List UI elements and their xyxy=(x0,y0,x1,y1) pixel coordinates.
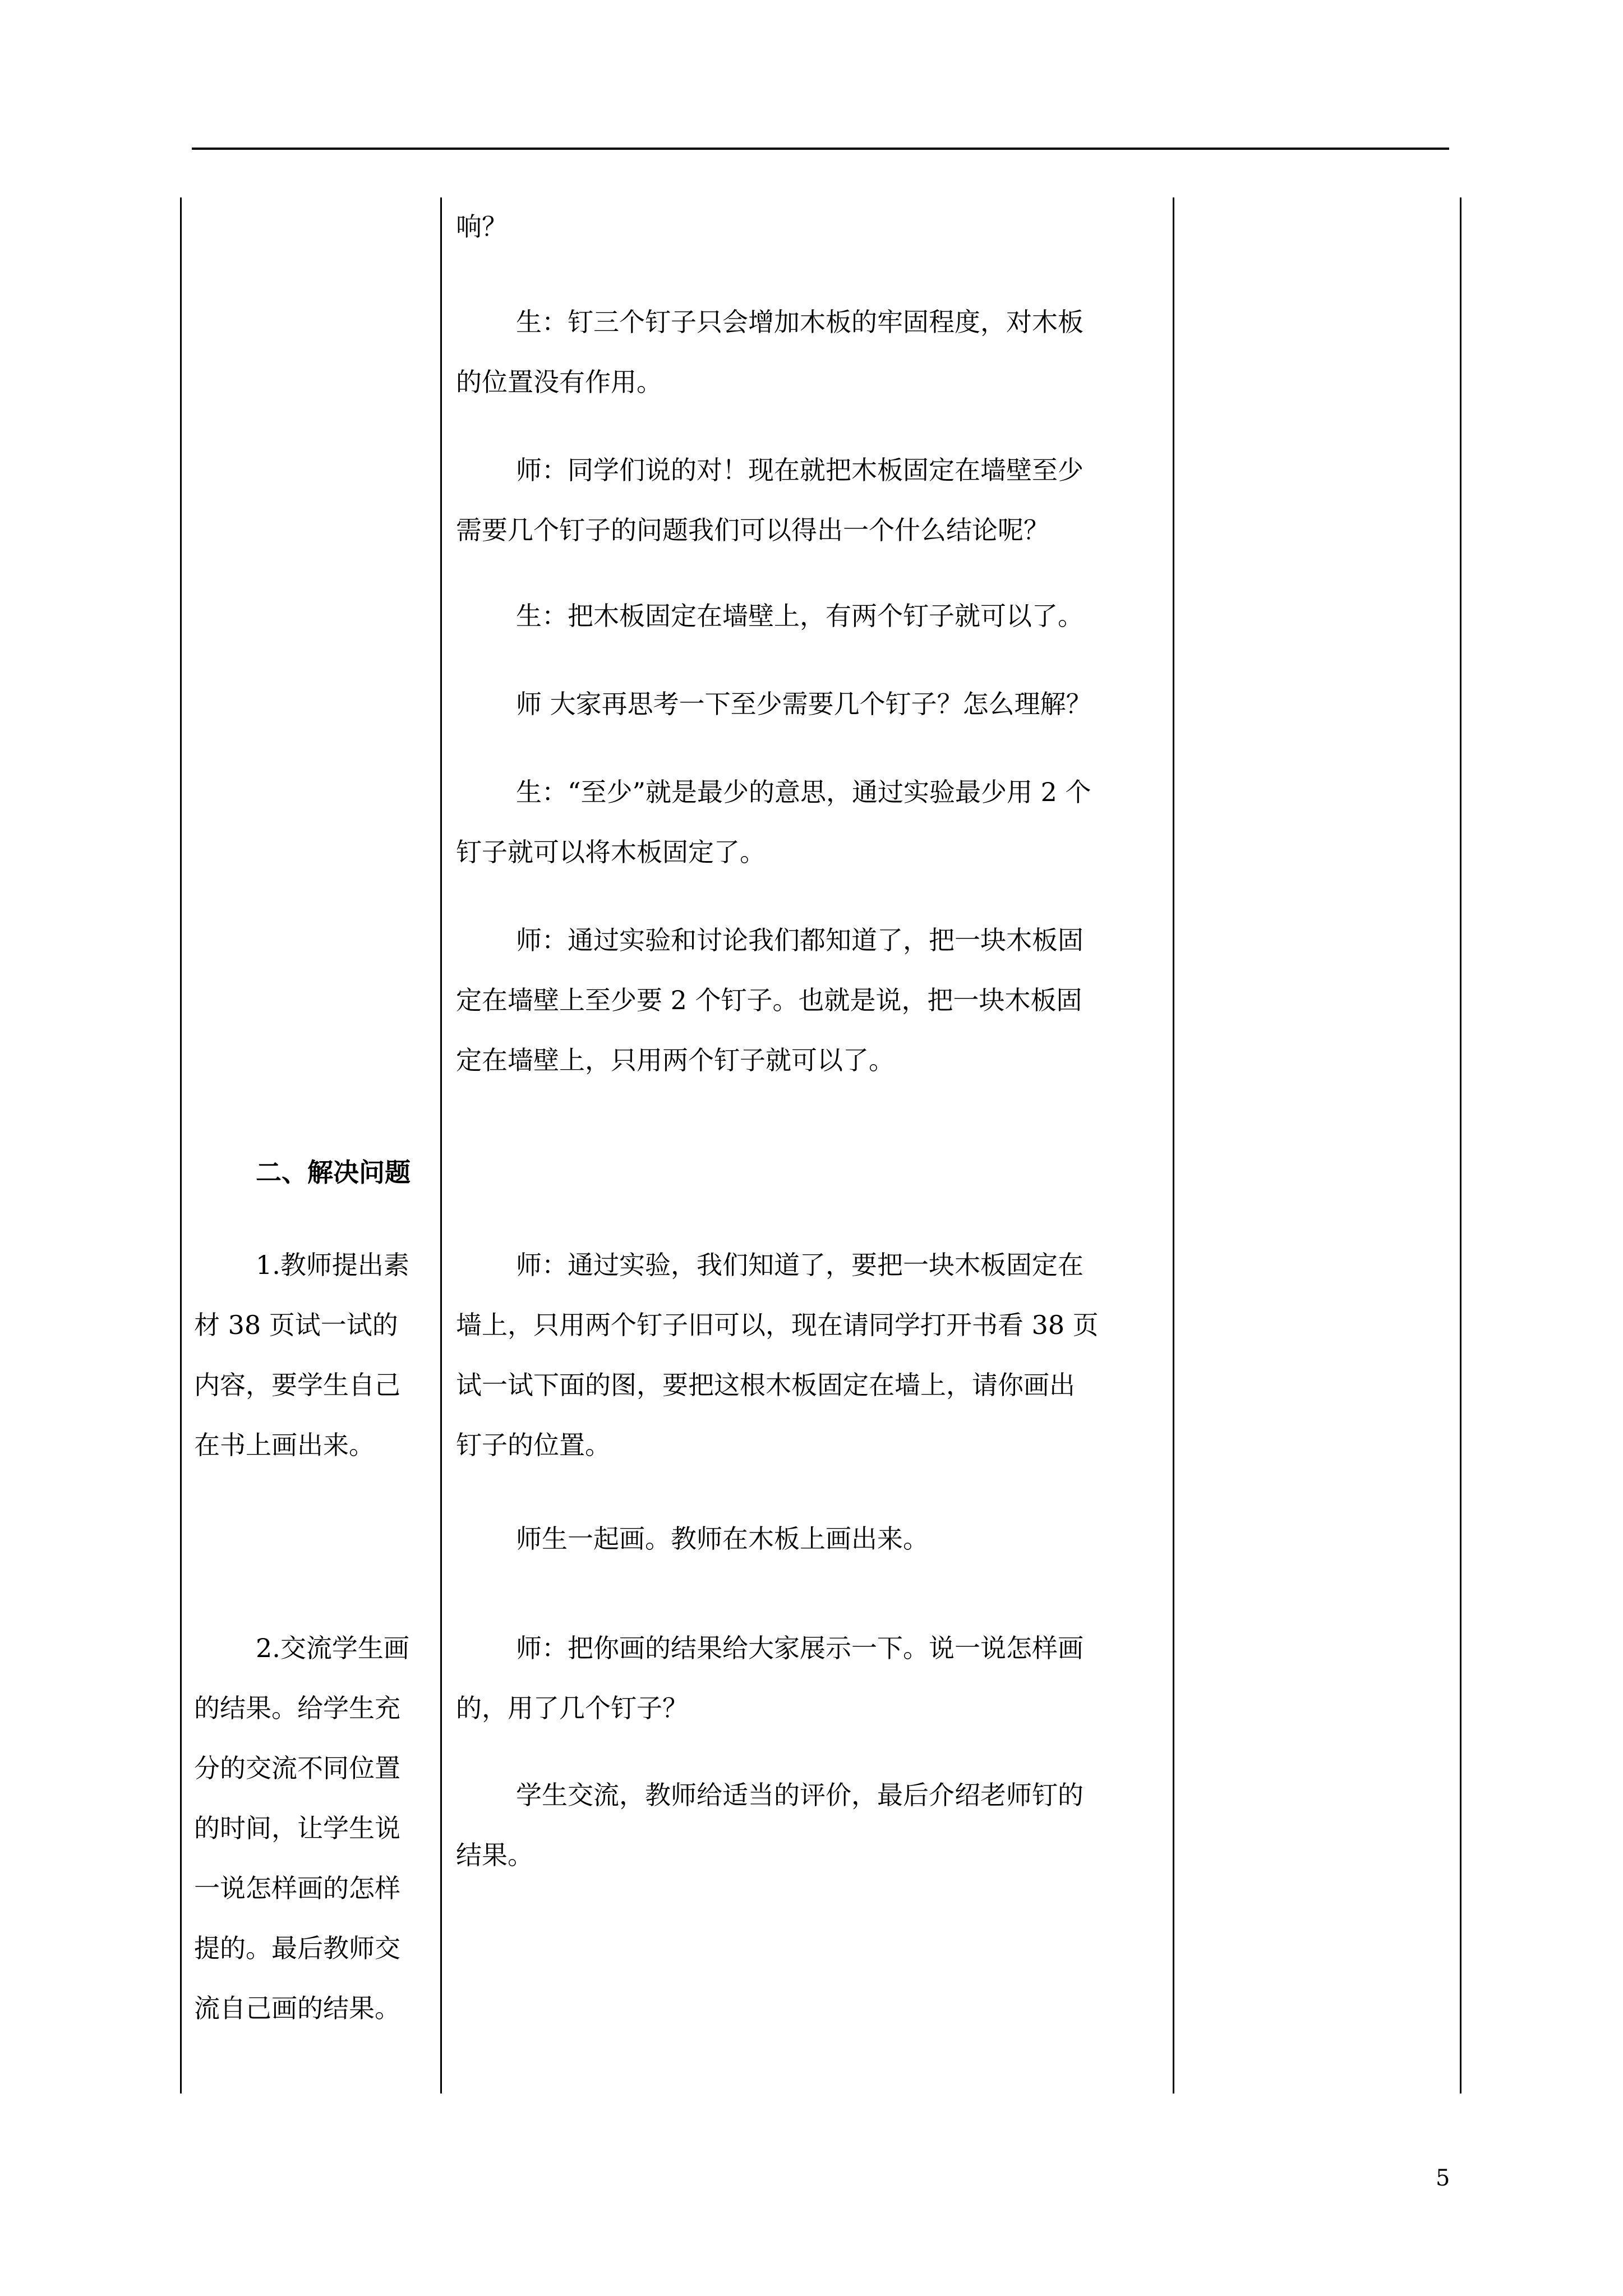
item1-line1: 1.教师提出素 xyxy=(256,1250,409,1280)
table-border-left xyxy=(180,197,182,2093)
table-border-col1 xyxy=(440,197,442,2093)
mid-line-3: 师：同学们说的对！现在就把木板固定在墙壁至少 xyxy=(516,455,1083,485)
item2-line5: 一说怎样画的怎样 xyxy=(194,1873,400,1903)
table-border-right xyxy=(1460,197,1461,2093)
mid-line-11: 定在墙壁上，只用两个钉子就可以了。 xyxy=(456,1045,895,1075)
item2-line6: 提的。最后教师交 xyxy=(194,1933,400,1963)
item2-line1: 2.交流学生画 xyxy=(256,1633,409,1663)
item1-line3: 内容，要学生自己 xyxy=(194,1370,400,1400)
mid-line-9: 师：通过实验和讨论我们都知道了，把一块木板固 xyxy=(516,925,1083,955)
mid-line-20: 结果。 xyxy=(456,1840,533,1870)
item1-line2: 材 38 页试一试的 xyxy=(194,1310,398,1340)
mid-line-19: 学生交流，教师给适当的评价，最后介绍老师钉的 xyxy=(516,1780,1083,1810)
mid-line-2: 的位置没有作用。 xyxy=(456,367,662,397)
item1-line4: 在书上画出来。 xyxy=(194,1430,375,1460)
mid-line-16: 师生一起画。教师在木板上画出来。 xyxy=(516,1524,929,1554)
table-border-col2 xyxy=(1173,197,1174,2093)
mid-line-15: 钉子的位置。 xyxy=(456,1430,611,1460)
item2-line7: 流自己画的结果。 xyxy=(194,1993,400,2023)
mid-line-17: 师：把你画的结果给大家展示一下。说一说怎样画 xyxy=(516,1633,1083,1663)
mid-line-0: 响？ xyxy=(456,211,508,242)
mid-line-18: 的，用了几个钉子？ xyxy=(456,1693,688,1723)
mid-line-7: 生：“至少”就是最少的意思，通过实验最少用 2 个 xyxy=(516,777,1091,807)
mid-line-5: 生：把木板固定在墙壁上，有两个钉子就可以了。 xyxy=(516,601,1083,631)
section-title: 二、解决问题 xyxy=(256,1157,411,1188)
page-number: 5 xyxy=(1436,2165,1450,2191)
mid-line-14: 试一试下面的图，要把这根木板固定在墙上，请你画出 xyxy=(456,1370,1075,1400)
mid-line-13: 墙上，只用两个钉子旧可以，现在请同学打开书看 38 页 xyxy=(456,1310,1099,1340)
mid-line-10: 定在墙壁上至少要 2 个钉子。也就是说，把一块木板固 xyxy=(456,985,1082,1015)
item2-line2: 的结果。给学生充 xyxy=(194,1693,400,1723)
item2-line3: 分的交流不同位置 xyxy=(194,1753,400,1783)
item2-line4: 的时间，让学生说 xyxy=(194,1813,400,1843)
mid-line-6: 师 大家再思考一下至少需要几个钉子？怎么理解？ xyxy=(516,689,1092,719)
mid-line-8: 钉子就可以将木板固定了。 xyxy=(456,837,766,867)
mid-line-12: 师：通过实验，我们知道了，要把一块木板固定在 xyxy=(516,1250,1083,1280)
header-rule xyxy=(192,148,1449,150)
mid-line-4: 需要几个钉子的问题我们可以得出一个什么结论呢？ xyxy=(456,515,1049,545)
mid-line-1: 生：钉三个钉子只会增加木板的牢固程度，对木板 xyxy=(516,307,1083,337)
